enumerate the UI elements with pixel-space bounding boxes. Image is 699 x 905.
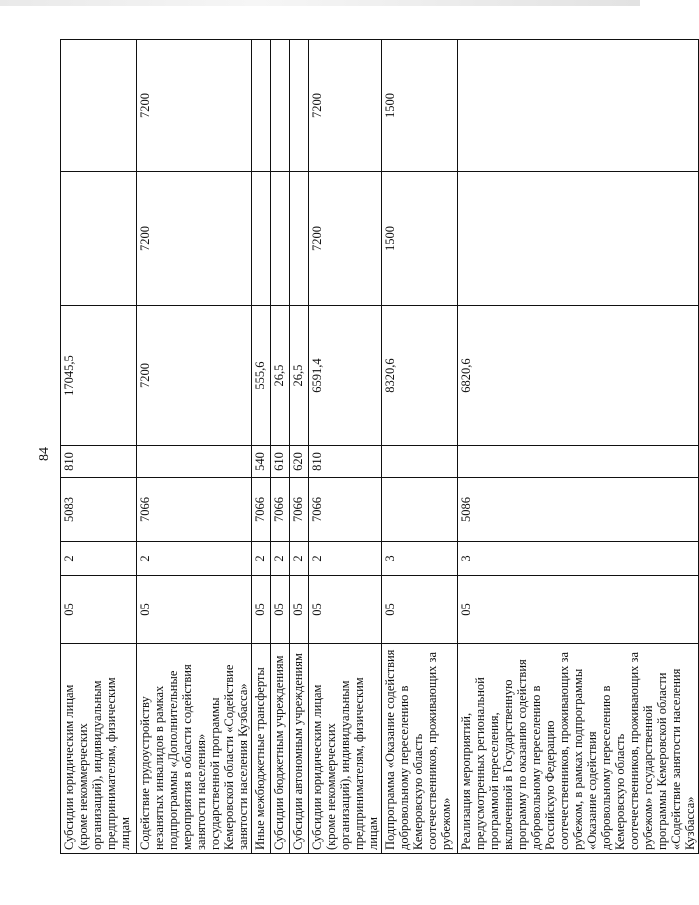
table-row (309, 40, 382, 854)
row-name: Иные межбюджетные трансферты (252, 644, 271, 854)
amount-year-1: 26,5 (290, 306, 309, 446)
row-name: Подпрограмма «Оказание содействия добровольному переселению в Кемеровскую область соотечественников, проживающих за рубежом» (382, 644, 458, 854)
target-article-code: 7066 (290, 478, 309, 542)
section-code: 05 (290, 576, 309, 644)
row-name: Субсидии юридическим лицам (кроме некоммерческих организаций), индивидуальным предпринимателям, физическим лицам (309, 644, 382, 854)
expense-type-code: 610 (271, 446, 290, 478)
expense-type-code: 620 (290, 446, 309, 478)
table-row (137, 40, 252, 854)
rotated-table-container (60, 40, 697, 854)
expense-type-code (137, 446, 252, 478)
amount-year-1: 7200 (137, 306, 252, 446)
target-article-code: 7066 (271, 478, 290, 542)
row-name: Содействие трудоустройству незанятых инвалидов в рамках подпрограммы «Дополнительные мероприятия в области содействия занятости населения» государственной программы Кемеровской области «Содействие занятости населения Кузбасса» (137, 644, 252, 854)
budget-table (60, 39, 699, 854)
amount-year-2 (61, 172, 137, 306)
section-code: 05 (458, 576, 699, 644)
table-row (252, 40, 271, 854)
amount-year-3 (458, 40, 699, 172)
target-article-code: 5083 (61, 478, 137, 542)
row-name: Реализация мероприятий, предусмотренных региональной программой переселения, включенной в Государственную программу по оказанию содействия добровольному переселению в Российскую Федерацию соотечественников, проживающих за рубежом, в рамках подпрограммы «Оказание содействия добровольному переселению в Кемеровскую область соотечественников, проживающих за рубежом» государственной программы Кемеровской области «Содействие занятости населения Кузбасса» (458, 644, 699, 854)
subsection-code: 3 (458, 542, 699, 576)
row-name: Субсидии юридическим лицам (кроме некоммерческих организаций), индивидуальным предпринимателям, физическим лицам (61, 644, 137, 854)
amount-year-1: 26,5 (271, 306, 290, 446)
expense-type-code: 540 (252, 446, 271, 478)
expense-type-code: 810 (309, 446, 382, 478)
amount-year-1: 6820,6 (458, 306, 699, 446)
section-code: 05 (252, 576, 271, 644)
section-code: 05 (271, 576, 290, 644)
table-row (382, 40, 458, 854)
amount-year-1: 8320,6 (382, 306, 458, 446)
table-row (458, 40, 699, 854)
amount-year-3: 7200 (309, 40, 382, 172)
subsection-code: 2 (61, 542, 137, 576)
target-article-code (382, 478, 458, 542)
subsection-code: 2 (137, 542, 252, 576)
row-name: Субсидии автономным учреждениям (290, 644, 309, 854)
amount-year-3 (61, 40, 137, 172)
subsection-code: 3 (382, 542, 458, 576)
amount-year-3 (271, 40, 290, 172)
section-code: 05 (137, 576, 252, 644)
amount-year-1: 17045,5 (61, 306, 137, 446)
section-code: 05 (61, 576, 137, 644)
amount-year-2 (458, 172, 699, 306)
target-article-code: 7066 (252, 478, 271, 542)
table-row (271, 40, 290, 854)
subsection-code: 2 (252, 542, 271, 576)
subsection-code: 2 (271, 542, 290, 576)
target-article-code: 7066 (309, 478, 382, 542)
target-article-code: 5086 (458, 478, 699, 542)
amount-year-3 (290, 40, 309, 172)
amount-year-1: 6591,4 (309, 306, 382, 446)
subsection-code: 2 (290, 542, 309, 576)
table-row (290, 40, 309, 854)
amount-year-2 (271, 172, 290, 306)
amount-year-2: 1500 (382, 172, 458, 306)
amount-year-2 (290, 172, 309, 306)
amount-year-2: 7200 (309, 172, 382, 306)
expense-type-code: 810 (61, 446, 137, 478)
amount-year-3: 1500 (382, 40, 458, 172)
amount-year-3: 7200 (137, 40, 252, 172)
page-number: 84 (37, 447, 52, 461)
section-code: 05 (382, 576, 458, 644)
scan-edge-shadow (0, 0, 640, 6)
amount-year-1: 555,6 (252, 306, 271, 446)
table-row (61, 40, 137, 854)
expense-type-code (382, 446, 458, 478)
row-name: Субсидии бюджетным учреждениям (271, 644, 290, 854)
target-article-code: 7066 (137, 478, 252, 542)
subsection-code: 2 (309, 542, 382, 576)
amount-year-2: 7200 (137, 172, 252, 306)
amount-year-2 (252, 172, 271, 306)
section-code: 05 (309, 576, 382, 644)
amount-year-3 (252, 40, 271, 172)
expense-type-code (458, 446, 699, 478)
